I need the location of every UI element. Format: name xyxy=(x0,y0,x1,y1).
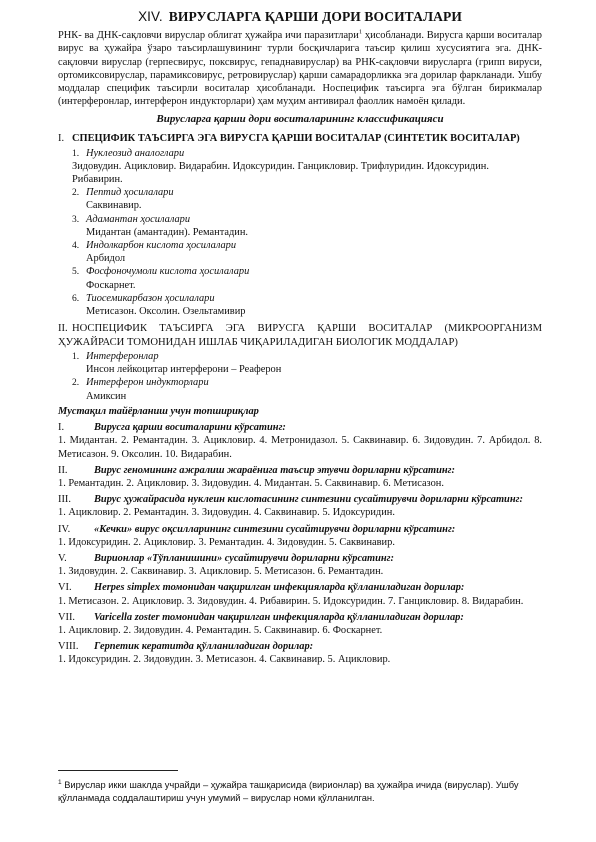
section-1-number: I. xyxy=(58,133,65,145)
task-answer-options: 1. Идоксуридин. 2. Зидовудин. 3. Метисазон. 4. Саквинавир. 5. Ацикловир. xyxy=(58,654,391,666)
group-number: 1. xyxy=(72,148,80,159)
footnote-separator xyxy=(58,770,178,771)
group-item xyxy=(72,147,542,160)
drug-list: Арбидол xyxy=(86,253,126,265)
task-question xyxy=(58,581,542,594)
group-number: 5. xyxy=(72,267,80,278)
group-number: 2. xyxy=(72,188,80,199)
task-answer-options: 1. Ремантадин. 2. Ацикловир. 3. Зидовудин. 4. Мидантан. 5. Саквинавир. 6. Метисазон. xyxy=(58,477,444,489)
group-number: 4. xyxy=(72,240,80,251)
task-number: III. xyxy=(58,494,71,506)
drug-list: Амиксин xyxy=(86,390,127,402)
task-number: IV. xyxy=(58,523,71,535)
task-answer-options: 1. Ацикловир. 2. Ремантадин. 3. Зидовудин. 4. Саквинавир. 5. Идоксуридин. xyxy=(58,507,395,519)
task-answer-options: 1. Метисазон. 2. Ацикловир. 3. Зидовудин. 4. Рибавирин. 5. Идоксуридин. 7. Ганцикловир. 8. Видарабин. xyxy=(58,595,524,607)
section-1-heading xyxy=(58,132,542,145)
document-page xyxy=(58,8,542,667)
section-2-heading xyxy=(58,322,542,349)
group-name: Фосфоночумоли кислота ҳосилалари xyxy=(86,266,250,278)
task-number: VII. xyxy=(58,611,76,623)
task-question xyxy=(58,421,542,434)
drug-list: Мидантан (амантадин). Ремантадин. xyxy=(86,226,249,238)
task-block xyxy=(58,552,542,578)
task-question-text: Вирус ҳужайрасида нуклеин кислотасининг синтезини сусайтирувчи дориларни кўрсатинг: xyxy=(94,494,523,506)
drug-list: Саквинавир. xyxy=(86,200,142,212)
group-number: 2. xyxy=(72,378,80,389)
chapter-title-text: ВИРУСЛАРГА ҚАРШИ ДОРИ ВОСИТАЛАРИ xyxy=(168,9,462,24)
intro-text-2: ҳисобланади. Вирусга қарши воситалар вирус ва ҳужайра ўзаро таъсирлашувининг турли босқичларига таъсир қилиш хусусиятига эга. ДНК-сақловчи вируслар (герпесвирус, поксвирус, гепаднавируслар) ва РНК-сақловчи вирусларга (грипп вируси, ортомиксовируслар, парамиксовирус, ретровируслар) қарши самарадорликка эга дорилар фаркланади. Ушбу моддалар специфик таъсирли воситалар ҳисобланади. Носпецифик таъсирга эга бўлган бирикмалар (интерферонлар, интерферон индукторлари) ҳам муҳим антивирал фаоллик намоён қилади. xyxy=(58,30,542,108)
drug-list: Инсон лейкоцитар интерферони – Реаферон xyxy=(86,364,282,376)
group-item xyxy=(72,292,542,305)
task-answer-options: 1. Мидантан. 2. Ремантадин. 3. Ацикловир. 4. Метронидазол. 5. Саквинавир. 6. Зидовудин. 7. Арбидол. 8. Метисазон. 9. Оксолин. 10. Видарабин. xyxy=(58,435,542,460)
drug-list: Метисазон. Оксолин. Озельтамивир xyxy=(86,305,246,317)
task-block xyxy=(58,493,542,519)
group-item xyxy=(72,213,542,226)
section-2-number: II. xyxy=(58,323,68,335)
task-number: VIII. xyxy=(58,641,79,653)
drug-list: Зидовудин. Ацикловир. Видарабин. Идоксуридин. Ганцикловир. Трифлуридин. Идоксуридин. Рибавирин. xyxy=(72,160,489,185)
intro-paragraph xyxy=(58,29,542,108)
task-question-text: «Кечки» вирус оқсилларининг синтезини сусайтирувчи дориларни кўрсатинг: xyxy=(94,523,456,535)
group-name: Индолкарбон кислота ҳосилалари xyxy=(86,239,237,251)
classification-heading: Вирусларга қарши дори воситаларининг классификацияси xyxy=(156,113,444,126)
group-item xyxy=(72,239,542,252)
intro-text-1: РНК- ва ДНК-сақловчи вируслар облигат ҳужайра ичи паразитлари xyxy=(58,30,359,42)
task-answer-options: 1. Зидовудин. 2. Саквинавир. 3. Ацикловир. 5. Метисазон. 6. Ремантадин. xyxy=(58,566,384,578)
chapter-title xyxy=(58,8,542,25)
task-number: II. xyxy=(58,464,68,476)
task-block xyxy=(58,640,542,666)
task-question xyxy=(58,493,542,506)
task-question-text: Вирионлар «Тўпланишини» сусайтирувчи дориларни кўрсатинг: xyxy=(94,552,394,564)
task-question-text: Varicella zoster томонидан чақирилган инфекцияларда қўлланиладиган дорилар: xyxy=(94,611,464,623)
group-name: Адамантан ҳосилалари xyxy=(86,213,191,225)
task-question-text: Вирус геномининг ажралиш жараёнига таъсир этувчи дориларни кўрсатинг: xyxy=(94,464,455,476)
group-item xyxy=(72,186,542,199)
chapter-number: XIV. xyxy=(138,9,163,24)
task-number: I. xyxy=(58,422,65,434)
group-name: Тиосемикарбазон ҳосилалари xyxy=(86,292,215,304)
footnote-reference[interactable]: 1 xyxy=(358,28,363,36)
task-number: VI. xyxy=(58,582,72,594)
task-answer-options: 1. Ацикловир. 2. Зидовудин. 4. Ремантадин. 5. Саквинавир. 6. Фоскарнет. xyxy=(58,624,383,636)
task-question-text: Герпетик кератитда қўлланиладиган дорилар: xyxy=(94,641,314,653)
task-question xyxy=(58,552,542,565)
group-name: Пептид ҳосилалари xyxy=(86,187,174,199)
group-name: Нуклеозид аналоглари xyxy=(86,147,185,159)
group-name: Интерферон индукторлари xyxy=(86,377,209,389)
group-name: Интерферонлар xyxy=(86,351,159,363)
group-item xyxy=(72,265,542,278)
section-2-title: НОСПЕЦИФИК ТАЪСИРГА ЭГА ВИРУСГА ҚАРШИ ВОСИТАЛАР (МИКРООРГАНИЗМ ҲУЖАЙРАСИ ТОМОНИДАН ИШЛАБ ЧИҚАРИЛАДИГАН БИОЛОГИК МОДДАЛАР) xyxy=(58,323,542,348)
tasks-heading: Мустақил тайёрланиш учун топшириқлар xyxy=(58,405,259,417)
task-answer-options: 1. Идоксуридин. 2. Ацикловир. 3. Ремантадин. 4. Зидовудин. 5. Саквинавир. xyxy=(58,536,395,548)
task-question xyxy=(58,611,542,624)
task-question xyxy=(58,523,542,536)
footnote-mark: 1 xyxy=(58,779,62,786)
footnote-text: Вируслар икки шаклда учрайди – ҳужайра ташқарисида (вирионлар) ва ҳужайра ичида (вируслар). Ушбу қўлланмада соддалаштириш учун умумий – вируслар номи қўлланилган. xyxy=(58,780,519,804)
group-number: 6. xyxy=(72,293,80,304)
task-question-text: Вирусга қарши воситаларини кўрсатинг: xyxy=(94,422,286,434)
task-block xyxy=(58,421,542,461)
footnote xyxy=(58,778,542,805)
task-question-text: Herpes simplex томонидан чақирилган инфекцияларда қўлланиладиган дорилар: xyxy=(94,582,465,594)
task-block xyxy=(58,581,542,607)
group-number: 1. xyxy=(72,352,80,363)
group-item xyxy=(72,350,542,363)
task-question xyxy=(58,464,542,477)
task-number: V. xyxy=(58,552,67,564)
task-block xyxy=(58,464,542,490)
drug-list: Фоскарнет. xyxy=(86,279,136,291)
group-number: 3. xyxy=(72,214,80,225)
group-item xyxy=(72,376,542,389)
task-block xyxy=(58,523,542,549)
task-block xyxy=(58,611,542,637)
task-question xyxy=(58,640,542,653)
section-1-title: СПЕЦИФИК ТАЪСИРГА ЭГА ВИРУСГА ҚАРШИ ВОСИТАЛАР (СИНТЕТИК ВОСИТАЛАР) xyxy=(72,133,520,145)
